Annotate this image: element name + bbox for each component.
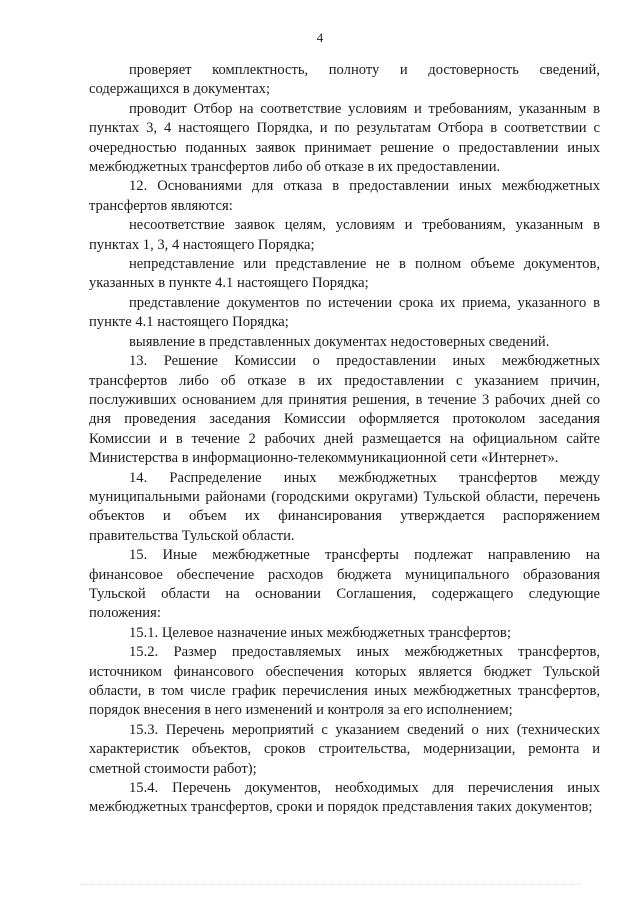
paragraph: представление документов по истечении срока их приема, указанного в пункте 4.1 настоящего Порядка;	[89, 294, 600, 331]
paragraph: проводит Отбор на соответствие условиям и требованиям, указанным в пунктах 3, 4 настоящего Порядка, и по результатам Отбора в соответствии с очередностью поданных заявок принимает решение о предоставлении иных межбюджетных трансфертов либо об отказе в их предоставлении.	[89, 100, 600, 176]
paragraph: 15. Иные межбюджетные трансферты подлежат направлению на финансовое обеспечение расходов бюджета муниципального образования Тульской области на основании Соглашения, содержащего следующие положения:	[89, 547, 600, 622]
paragraph: выявление в представленных документах недостоверных сведений.	[129, 333, 550, 350]
paragraph: 15.1. Целевое назначение иных межбюджетных трансфертов;	[129, 624, 511, 641]
scan-artifact-line	[80, 884, 580, 888]
paragraph: 15.4. Перечень документов, необходимых для перечисления иных межбюджетных трансфертов, сроки и порядок представления таких документов;	[89, 780, 600, 816]
paragraph: 15.3. Перечень мероприятий с указанием сведений о них (технических характеристик объектов, сроков строительства, модернизации, ремонта и сметной стоимости работ);	[89, 721, 600, 777]
paragraph: непредставление или представление не в полном объеме документов, указанных в пункте 4.1 настоящего Порядка;	[89, 256, 600, 292]
paragraph: проверяет комплектность, полноту и достоверность сведений, содержащихся в документах;	[89, 62, 600, 98]
page-number: 4	[316, 30, 324, 45]
paragraph: 14. Распределение иных межбюджетных трансфертов между муниципальными районами (городскими округами) Тульской области, перечень объектов и объем их финансирования утверждается распоряжением правительства Тульской области.	[89, 469, 600, 544]
paragraph: несоответствие заявок целям, условиям и требованиям, указанным в пунктах 1, 3, 4 настоящего Порядка;	[89, 217, 600, 253]
paragraph: 13. Решение Комиссии о предоставлении иных межбюджетных трансфертов либо об отказе в их предоставлении с указанием причин, послуживших основанием для принятия решения, в течение 3 рабочих дней со дня проведения заседания Комиссии оформляется протоколом заседания Комиссии и в течение 2 рабочих дней размещается на официальном сайте Министерства в информационно-телекоммуникационной сети «Интернет».	[89, 353, 600, 467]
document-body	[89, 61, 600, 818]
paragraph: 12. Основаниями для отказа в предоставлении иных межбюджетных трансфертов являются:	[89, 178, 600, 214]
paragraph: 15.2. Размер предоставляемых иных межбюджетных трансфертов, источником финансового обеспечения которых является бюджет Тульской области, в том числе график перечисления иных межбюджетных трансфертов, порядок внесения в него изменений и контроля за его исполнением;	[89, 644, 600, 719]
